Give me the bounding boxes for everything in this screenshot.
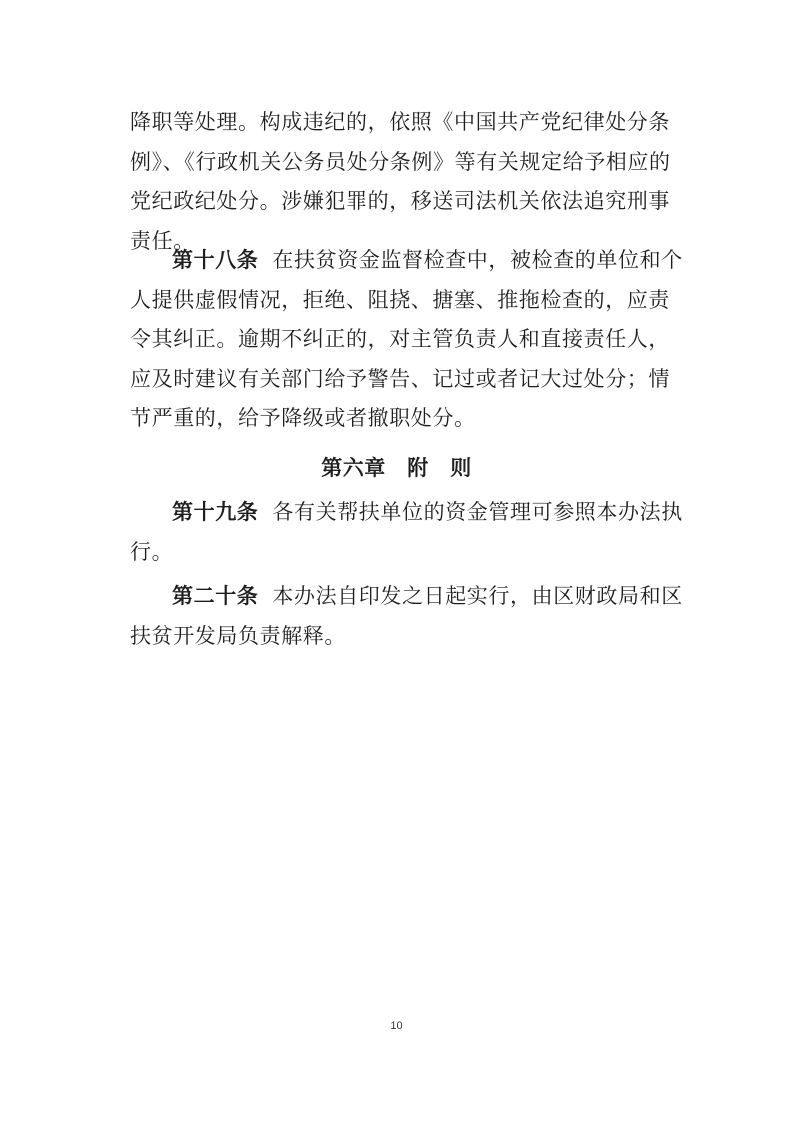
- article-20-paragraph: [130, 577, 690, 656]
- paragraph-text: 在扶贫资金监督检查中，被检查的单位和个人提供虚假情况，拒绝、阻挠、搪塞、推拖检查的，应责令其纠正。逾期不纠正的，对主管负责人和直接责任人，应及时建议有关部门给予警告、记过或者记大过处分；情节严重的，给予降级或者撤职处分。: [130, 248, 683, 430]
- paragraph-text: 本办法自印发之日起实行，由区财政局和区扶贫开发局负责解释。: [130, 584, 683, 648]
- article-number: 第十九条: [172, 500, 259, 524]
- article-18-paragraph: [130, 241, 690, 439]
- page-number: 10: [390, 1020, 403, 1032]
- paragraph-continuation: [130, 103, 690, 261]
- article-19-paragraph: [130, 493, 690, 572]
- paragraph-text: 各有关帮扶单位的资金管理可参照本办法执行。: [130, 500, 683, 564]
- article-number: 第二十条: [172, 584, 259, 608]
- paragraph-text: 降职等处理。构成违纪的，依照《中国共产党纪律处分条例》、《行政机关公务员处分条例》等有关规定给予相应的党纪政纪处分。涉嫌犯罪的，移送司法机关依法追究刑事责任。: [130, 110, 671, 253]
- chapter-heading: 第六章 附 则: [321, 456, 472, 480]
- article-number: 第十八条: [172, 248, 259, 272]
